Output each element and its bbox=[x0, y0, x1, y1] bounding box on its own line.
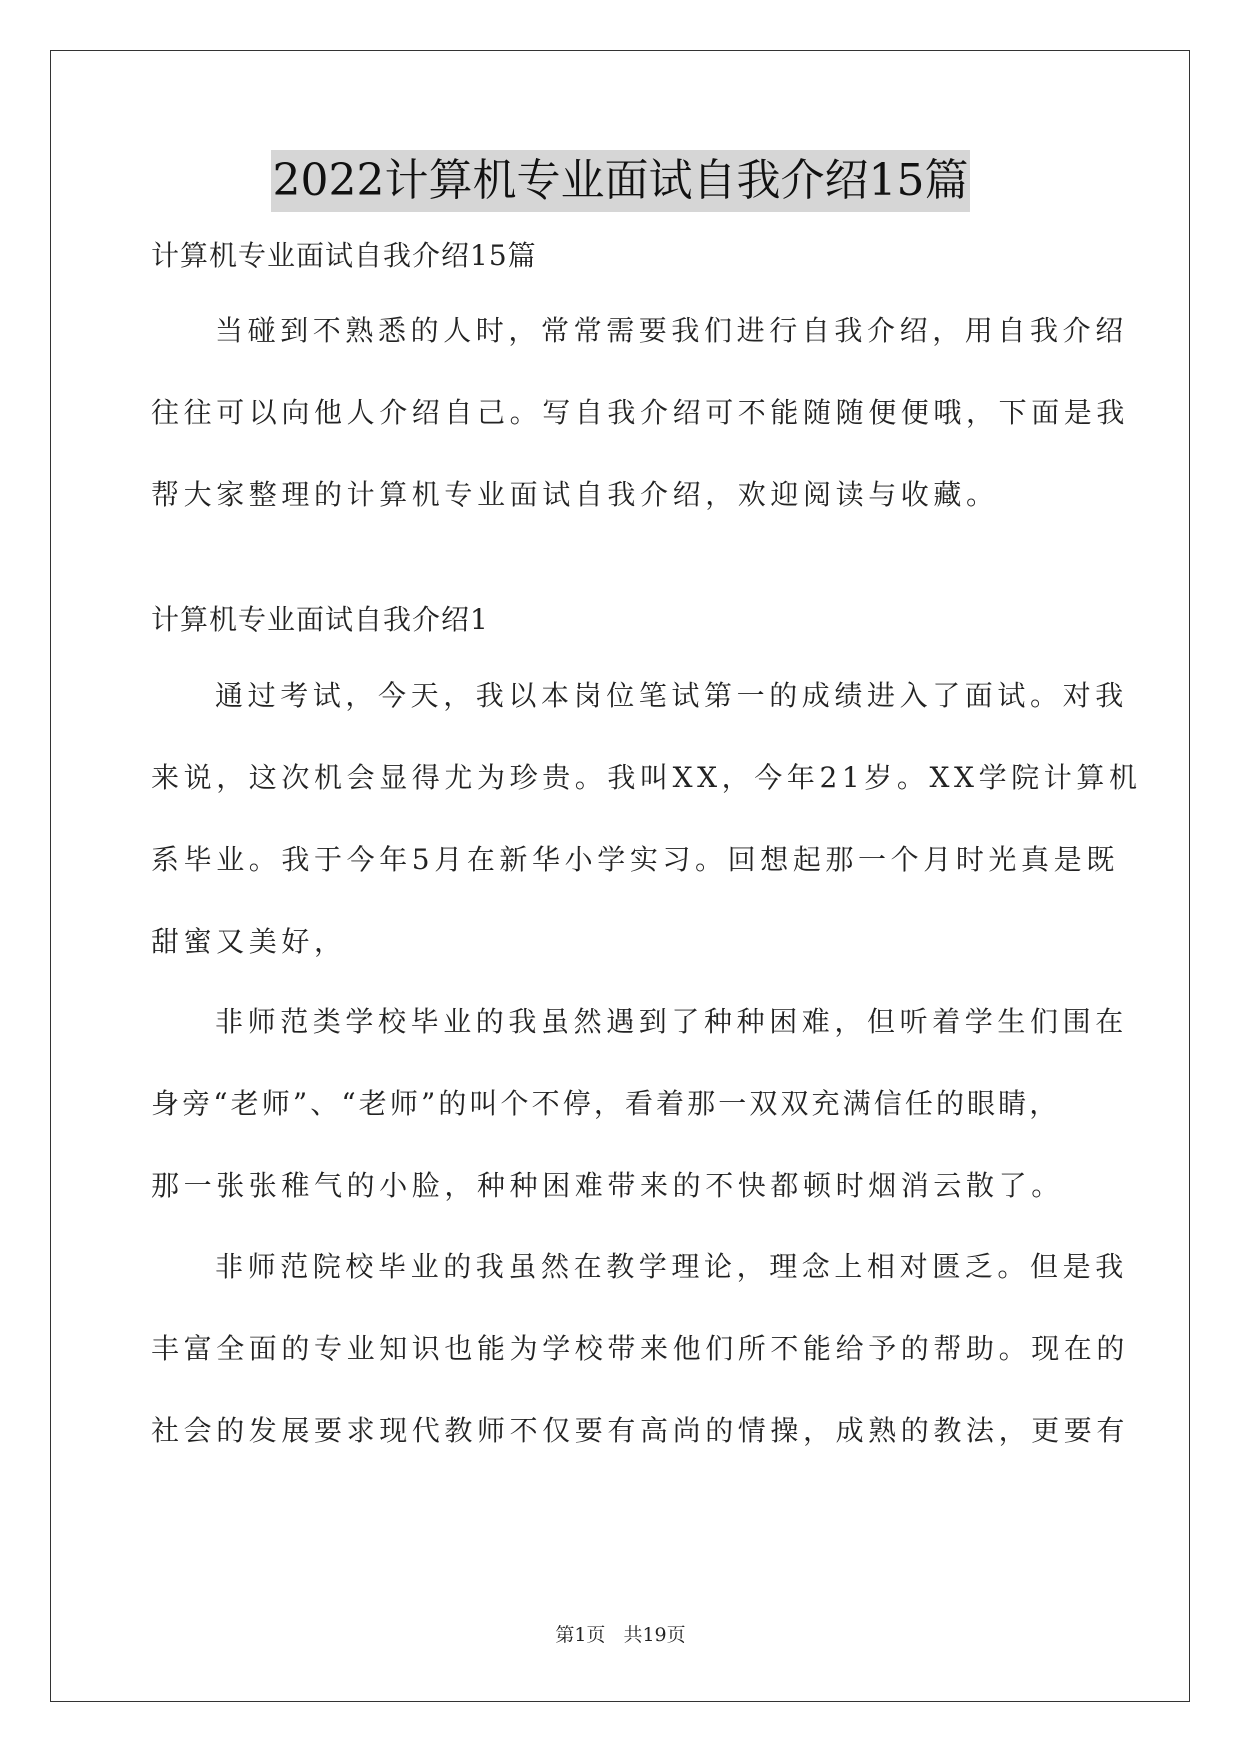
section-heading: 计算机专业面试自我介绍1 bbox=[151, 603, 489, 636]
title-wrap bbox=[0, 150, 1241, 212]
paragraph-line: 当碰到不熟悉的人时，常常需要我们进行自我介绍，用自我介绍 bbox=[215, 314, 1128, 347]
paragraph-line: 来说，这次机会显得尤为珍贵。我叫XX，今年21岁。XX学院计算机 bbox=[151, 761, 1142, 794]
document-title: 2022计算机专业面试自我介绍15篇 bbox=[271, 150, 971, 212]
paragraph-line: 身旁“老师”、“老师”的叫个不停，看着那一双双充满信任的眼睛， bbox=[151, 1087, 1061, 1120]
paragraph-line: 非师范类学校毕业的我虽然遇到了种种困难，但听着学生们围在 bbox=[215, 1005, 1128, 1038]
paragraph-line: 非师范院校毕业的我虽然在教学理论，理念上相对匮乏。但是我 bbox=[215, 1250, 1128, 1283]
paragraph-line: 往往可以向他人介绍自己。写自我介绍可不能随随便便哦，下面是我 bbox=[151, 396, 1130, 429]
section1-paragraph-2 bbox=[151, 1002, 1128, 1248]
paragraph-line: 甜蜜又美好， bbox=[151, 925, 347, 958]
paragraph-line: 系毕业。我于今年5月在新华小学实习。回想起那一个月时光真是既 bbox=[151, 843, 1119, 876]
paragraph-line: 那一张张稚气的小脸，种种困难带来的不快都顿时烟消云散了。 bbox=[151, 1169, 1064, 1202]
page-total: 共19页 bbox=[623, 1624, 686, 1646]
paragraph-line: 通过考试，今天，我以本岗位笔试第一的成绩进入了面试。对我 bbox=[215, 679, 1128, 712]
paragraph-line: 帮大家整理的计算机专业面试自我介绍，欢迎阅读与收藏。 bbox=[151, 478, 999, 511]
document-subtitle: 计算机专业面试自我介绍15篇 bbox=[151, 239, 537, 272]
paragraph-line: 社会的发展要求现代教师不仅要有高尚的情操，成熟的教法，更要有 bbox=[151, 1414, 1130, 1447]
paragraph-line: 丰富全面的专业知识也能为学校带来他们所不能给予的帮助。现在的 bbox=[151, 1332, 1130, 1365]
page-number: 第1页 bbox=[555, 1624, 606, 1646]
page-footer bbox=[0, 1620, 1241, 1647]
section1-paragraph-3 bbox=[151, 1247, 1130, 1493]
intro-paragraph bbox=[151, 311, 1130, 557]
section1-paragraph-1 bbox=[151, 676, 1142, 1004]
